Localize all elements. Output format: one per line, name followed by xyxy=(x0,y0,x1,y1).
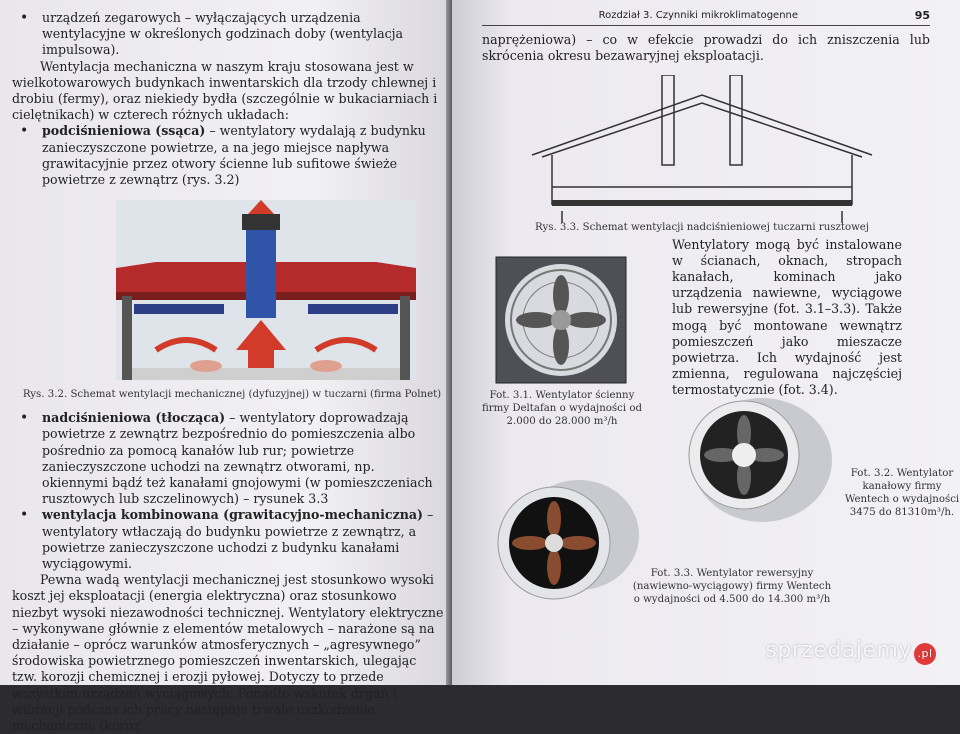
term-podcisnieniowa: podciśnieniowa (ssąca) xyxy=(42,123,206,139)
bullet-zegarowych: • urządzeń zegarowych – wyłączających urządzenia wentylacyjne w określonych godzinach doby (wentylacja impulsowa). xyxy=(12,10,444,59)
page-number: 95 xyxy=(914,9,930,22)
paragraph-wada-wentylacji: Pewna wadą wentylacji mechanicznej jest stosunkowo wysoki koszt jej eksploatacji (energia elektryczna) oraz stosunkowo niezbyt wysoki niezawodności technicznej. Wentylatory elektryczne – wykonywane głównie z elementów metalowych – narażone są na działanie – oprócz warunków atmosferycznych – „agresywnego” środowiska powietrznego pomieszczeń inwentarskich, ulegając tzw. korozji chemicznej i erozji pyłowej. Dotyczy to przede wszystkim urządzeń wyciągowych. Ponadto wskutek drgań i wibracji podczas ich pracy następuje trwałe uszkodzenie mechaniczne (koroz xyxy=(12,572,444,734)
photo-area xyxy=(482,236,960,635)
figure-3-2-caption: Rys. 3.2. Schemat wentylacji mechanicznej (dyfuzyjnej) w tuczarni (firma Polnet) xyxy=(22,389,442,401)
bullet-nadcisnieniowa xyxy=(12,410,444,507)
term-nadcisnieniowa: nadciśnieniowa (tłocząca) xyxy=(42,410,226,426)
watermark-suffix: .pl xyxy=(914,643,936,665)
running-header xyxy=(482,8,930,26)
photo-3-3-caption: Fot. 3.3. Wentylator rewersyjny (nawiewno-wyciągowy) firmy Wentech o wydajności od 4.500 do 14.300 m³/h xyxy=(632,567,832,605)
figure-3-3-schematic xyxy=(522,75,882,225)
watermark-text: sprzedajemy xyxy=(765,638,912,663)
photo-3-1-fan xyxy=(494,255,628,385)
figure-3-3-caption: Rys. 3.3. Schemat wentylacji nadciśnieniowej tuczarni rusztowej xyxy=(534,221,869,233)
watermark xyxy=(765,638,936,665)
chapter-title: Rozdział 3. Czynniki mikroklimatogenne xyxy=(598,10,799,21)
bullet-kombinowana xyxy=(12,507,444,572)
paragraph-wentylacja-mechaniczna: Wentylacja mechaniczna w naszym kraju stosowana jest w wielkotowarowych budynkach inwentarskich dla trzody chlewnej i drobiu (fermy), oraz niekiedy bydła (szczególnie w bukaciarniach i cielętnikach) w czterech różnych układach: xyxy=(12,58,438,123)
paragraph-napr: naprężeniowa) – co w efekcie prowadzi do ich zniszczenia lub skrócenia okresu bezawaryjnej eksploatacji. xyxy=(482,32,930,64)
figure-3-3 xyxy=(482,71,930,231)
bullet-kombinowana-text: – wentylatory wtłaczają do budynku powietrze z zewnątrz, a powietrze zanieczyszczone uchodzi z budynku kanałami wyciągowymi. xyxy=(42,507,434,572)
photo-3-2-fan xyxy=(682,395,832,525)
bullet-podcisnieniowa-text: – wentylatory wydalają z budynku zanieczyszczone powietrze, a na jego miejsce napływa grawitacyjnie przez otwory ścienne lub sufitowe świeże powietrze z zewnątrz (rys. 3.2) xyxy=(42,123,426,188)
paragraph-instalowane: Wentylatory mogą być instalowane w ścianach, oknach, stropach kanałach, kominach jako urządzenia nawiewne, wyciągowe lub rewersyjne (fot. 3.1–3.3). Także mogą być montowane wewnątrz pomieszczeń jako mieszacze powietrza. Ich wydajność jest zmienna, regulowana najczęściej termostatycznie (fot. 3.4). xyxy=(672,236,902,398)
photo-3-1-caption: Fot. 3.1. Wentylator ścienny firmy Deltafan o wydajności od 2.000 do 28.000 m³/h xyxy=(482,389,642,427)
figure-3-2 xyxy=(12,194,444,401)
photo-3-2-caption: Fot. 3.2. Wentylator kanałowy firmy Wentech o wydajności 3475 do 81310m³/h. xyxy=(844,467,960,518)
photo-3-3-fan xyxy=(494,475,644,605)
left-page xyxy=(0,0,452,734)
bullet-podcisnieniowa xyxy=(12,123,444,188)
figure-3-2-illustration xyxy=(116,200,416,380)
term-kombinowana: wentylacja kombinowana (grawitacyjno-mechaniczna) xyxy=(42,507,424,523)
right-page xyxy=(452,0,960,685)
bullet-nadcisnieniowa-text: – wentylatory doprowadzają powietrze z zewnątrz bezpośrednio do pomieszczenia albo pośrednio za pomocą kanałów lub rur; powietrze zanieczyszczone uchodzi na zewnątrz otworami, np. okiennymi bądź też kanałami gnojowymi (w pomieszczeniach rusztowych lub szczelinowych) – rysunek 3.3 xyxy=(42,410,433,507)
